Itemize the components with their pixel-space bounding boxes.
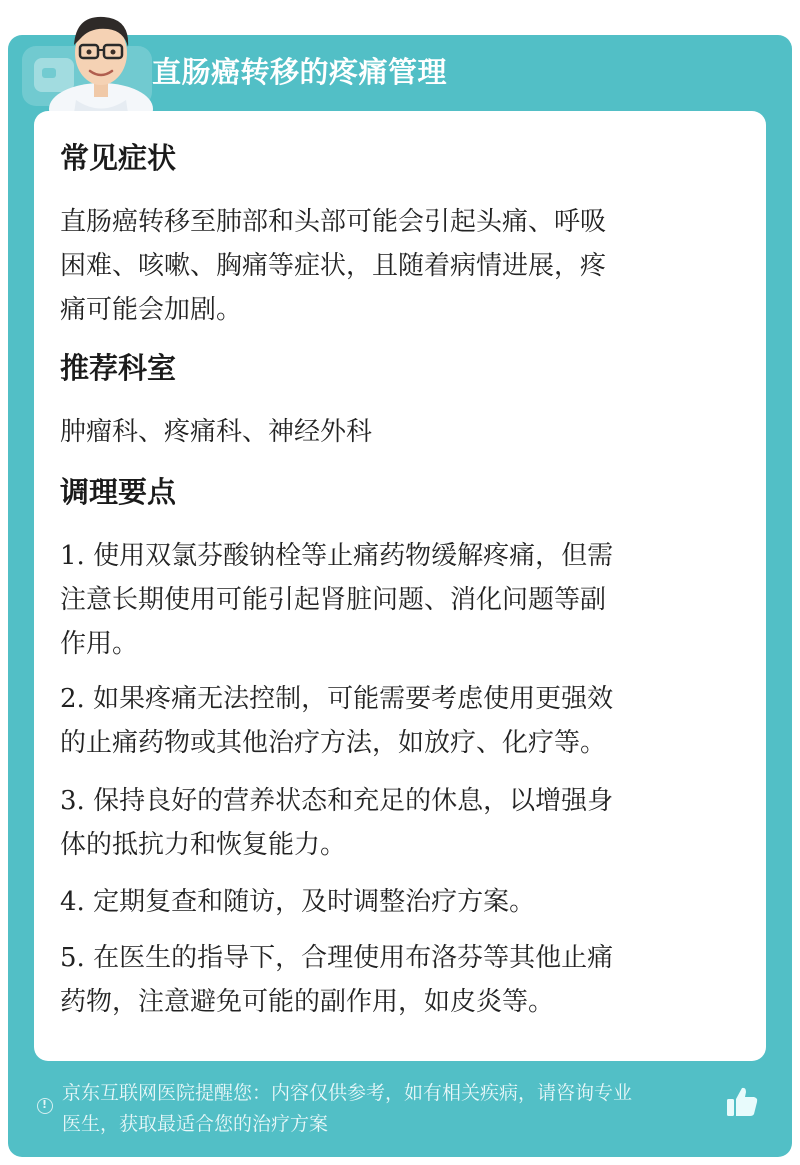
symptoms-line: 困难、咳嗽、胸痛等症状，且随着病情进展，疼 <box>60 251 607 281</box>
care-item-line: 在医生的指导下，合理使用布洛芬等其他止痛 <box>93 943 614 973</box>
care-item-line: 的止痛药物或其他治疗方法，如放疗、化疗等。 <box>60 728 607 758</box>
care-item <box>60 936 725 1024</box>
disclaimer-line: 医生，获取最适合您的治疗方案 <box>62 1113 329 1135</box>
symptoms-line: 直肠癌转移至肺部和头部可能会引起头痛、呼吸 <box>60 207 607 237</box>
care-item-number: 3. <box>60 786 85 816</box>
care-item <box>60 779 725 867</box>
care-item-number: 4. <box>60 887 85 917</box>
care-item <box>60 677 725 765</box>
care-heading: 调理要点 <box>60 475 177 509</box>
symptoms-text <box>60 200 725 332</box>
departments-heading: 推荐科室 <box>60 351 177 385</box>
care-item-line: 注意长期使用可能引起肾脏问题、消化问题等副 <box>60 585 607 615</box>
thumbs-up-icon[interactable] <box>724 1084 760 1120</box>
departments-text: 肿瘤科、疼痛科、神经外科 <box>60 417 373 447</box>
page-title: 直肠癌转移的疼痛管理 <box>152 55 448 89</box>
care-item-line: 作用。 <box>60 629 139 659</box>
symptoms-line: 痛可能会加剧。 <box>60 295 243 325</box>
info-icon <box>37 1098 53 1114</box>
disclaimer-text <box>62 1078 730 1140</box>
doctor-avatar <box>46 5 156 113</box>
care-item-line: 药物，注意避免可能的副作用，如皮炎等。 <box>60 987 555 1017</box>
care-item-line: 保持良好的营养状态和充足的休息，以增强身 <box>93 786 614 816</box>
care-item-number: 1. <box>60 541 85 571</box>
care-item-line: 体的抵抗力和恢复能力。 <box>60 830 347 860</box>
care-item-line: 定期复查和随访，及时调整治疗方案。 <box>93 887 536 917</box>
care-item-number: 5. <box>60 943 85 973</box>
care-item-number: 2. <box>60 684 85 714</box>
disclaimer-line: 京东互联网医院提醒您：内容仅供参考，如有相关疾病，请咨询专业 <box>62 1082 633 1104</box>
symptoms-heading: 常见症状 <box>60 141 177 175</box>
care-item <box>60 880 725 924</box>
care-item <box>60 534 725 666</box>
care-item-line: 如果疼痛无法控制，可能需要考虑使用更强效 <box>93 684 614 714</box>
care-item-line: 使用双氯芬酸钠栓等止痛药物缓解疼痛，但需 <box>93 541 614 571</box>
